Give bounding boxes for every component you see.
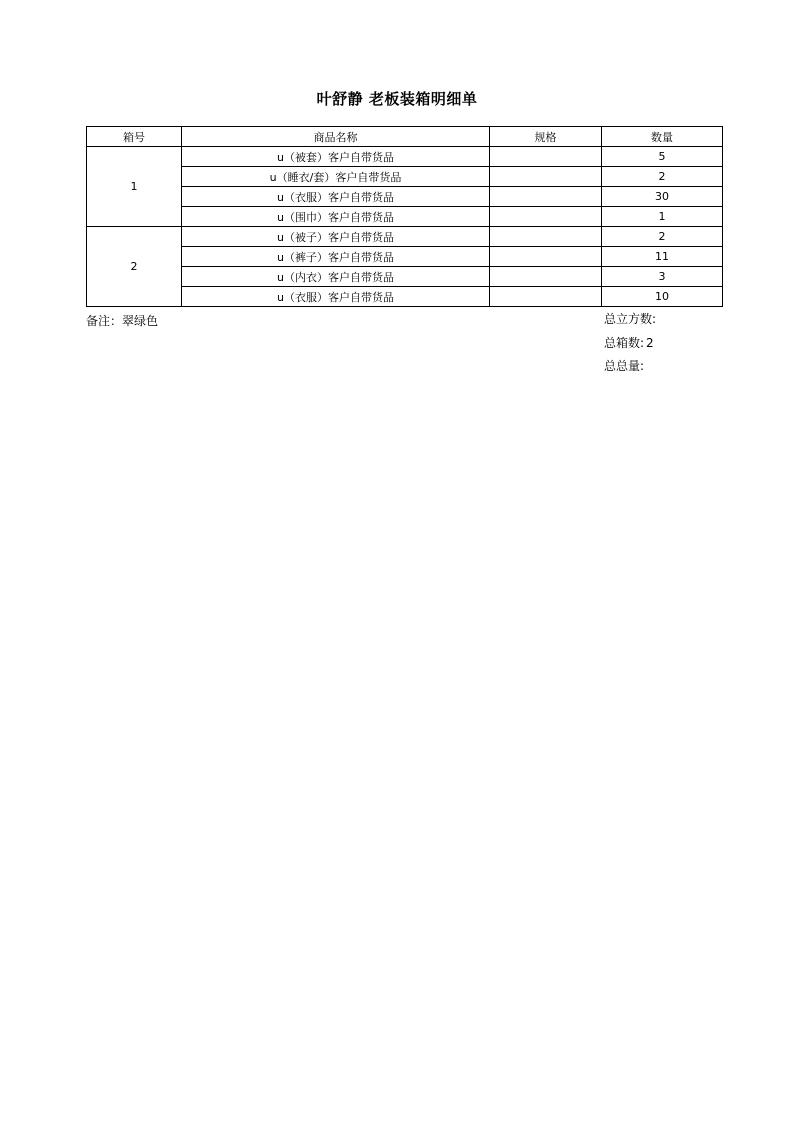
total-boxes [604, 334, 654, 351]
table-row [87, 167, 723, 187]
table-row [87, 227, 723, 247]
box-number-cell: 2 [87, 227, 182, 307]
qty-cell: 11 [602, 247, 723, 267]
header-spec: 规格 [490, 127, 602, 147]
qty-cell: 30 [602, 187, 723, 207]
table-row [87, 247, 723, 267]
packing-table [86, 126, 723, 307]
total-weight-label: 总总量: [604, 359, 645, 373]
product-name-cell: u（衣服）客户自带货品 [182, 187, 490, 207]
qty-cell: 2 [602, 167, 723, 187]
table-row [87, 287, 723, 307]
total-volume [604, 310, 658, 327]
spec-cell [490, 287, 602, 307]
remark-note: 备注：翠绿色 [86, 314, 159, 328]
product-name-cell: u（被子）客户自带货品 [182, 227, 490, 247]
qty-cell: 3 [602, 267, 723, 287]
spec-cell [490, 247, 602, 267]
qty-cell: 1 [602, 207, 723, 227]
table-row [87, 207, 723, 227]
header-product-name: 商品名称 [182, 127, 490, 147]
total-volume-label: 总立方数: [604, 312, 657, 326]
table-row [87, 187, 723, 207]
total-weight [604, 357, 646, 374]
total-boxes-value: 2 [646, 336, 654, 350]
spec-cell [490, 267, 602, 287]
header-box-no: 箱号 [87, 127, 182, 147]
table-header-row [87, 127, 723, 147]
product-name-cell: u（衣服）客户自带货品 [182, 287, 490, 307]
spec-cell [490, 147, 602, 167]
qty-cell: 5 [602, 147, 723, 167]
qty-cell: 2 [602, 227, 723, 247]
spec-cell [490, 167, 602, 187]
spec-cell [490, 187, 602, 207]
total-boxes-label: 总箱数: [604, 336, 645, 350]
product-name-cell: u（裤子）客户自带货品 [182, 247, 490, 267]
table-row [87, 267, 723, 287]
spec-cell [490, 227, 602, 247]
header-qty: 数量 [602, 127, 723, 147]
qty-cell: 10 [602, 287, 723, 307]
product-name-cell: u（睡衣/套）客户自带货品 [182, 167, 490, 187]
product-name-cell: u（内衣）客户自带货品 [182, 267, 490, 287]
spec-cell [490, 207, 602, 227]
product-name-cell: u（被套）客户自带货品 [182, 147, 490, 167]
table-row [87, 147, 723, 167]
page-title: 叶舒静 老板装箱明细单 [316, 90, 478, 108]
box-number-cell: 1 [87, 147, 182, 227]
product-name-cell: u（围巾）客户自带货品 [182, 207, 490, 227]
